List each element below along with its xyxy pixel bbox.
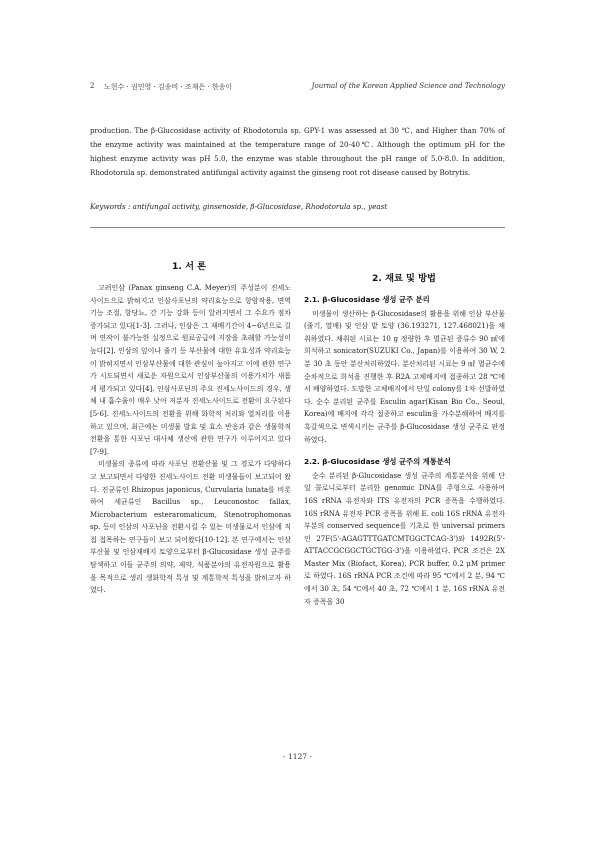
- page-footer-number: - 1127 -: [283, 752, 312, 761]
- section-1-heading: 1. 서 론: [172, 261, 207, 272]
- header-journal-title: Journal of the Korean Applied Science and Technology: [311, 82, 505, 90]
- header-authors: 노현수 · 권민영 · 김송비 · 조재은 · 한송이: [104, 83, 233, 91]
- intro-paragraph-1: 고려인삼 (Panax ginseng C.A. Meyer)의 주성분이 진세노사이드으로 밝혀지고 인삼사포닌의 약리효능으로 항암작용, 면역기능 조절, 항당뇨, 간 기능 강화 등이 알려지면서 그 수요가 점차 증가되고 있다[1-3]. 그러나, 인삼은 그 재배기간이 4~6년으로 길며 연작이 불가능한 실정으로 원료공급에 지장을 초래할 가능성이 높다[2]. 인삼의 잎이나 줄기 등 부산물에 대한 유효성과 약리효능이 밝혀지면서 인삼부산물에 대한 관심이 높아지고 이에 관한 연구가 시도되면서 새로운 자원으로서 인삼부산물의 이용가치가 새롭게 평가되고 있다[4]. 인삼사포닌의 주요 진세노사이드의 경우, 생체 내 흡수율이 매우 낮아 저분자 진세노사이드로 전환이 요구된다[5-6]. 진세노사이드의 전환을 위해 화학적 처리와 열처리를 이용하고 있으며, 최근에는 미생물 발효 및 효소 반응과 같은 생물학적 전환을 통한 사포닌 대사체 생산에 관한 연구가 이루어지고 있다[7-9].: [90, 284, 291, 456]
- subsection-2-1-heading: 2.1. β-Glucosidase 생성 균주 분리: [304, 295, 430, 304]
- subsection-2-2-text: 순수 분리된 β-Glucosidase 생성 균주의 계통분석을 위해 단일 콜로니로부터 분리한 genomic DNA를 주형으로 사용하여 16S rRNA 유전자와 ITS 유전자의 PCR 증폭을 수행하였다. 16S rRNA 유전자 PCR 증폭을 위해 E. coli 16S rRNA 유전자 부분의 conserved sequence를 기초로 한 universal primers인 27F(5'-AGAGTTTGATCMTGGCTCAG-3')와 1492R(5'-ATTACCGCGGCTGCTGG-3')을 이용하였다. PCR 조건은 2X Master Mix (Biofact, Korea), PCR buffer, 0.2 μM primer로 하였다. 16S rRNA PCR 조건에 따라 95 ℃에서 2 분, 94 ℃에서 30 초, 54 ℃에서 40 초, 72 ℃에서 1 분, 16S rRNA 유전자 증폭을 30: [304, 471, 505, 606]
- right-column: [304, 294, 505, 608]
- abstract-text: production. The β-Glucosidase activity of Rhodotorula sp. GPY-1 was assessed at 30 ℃, and Higher than 70% of the enzyme activity was maintained at the temperature range of 20-40℃. Although the optimum pH for the highest enzyme activity was pH 5.0, the enzyme was stable throughout the pH range of 5.0-8.0. In addition, Rhodotorula sp. demonstrated antifungal activity against the ginseng root rot disease caused by Botrytis.: [90, 126, 505, 177]
- keywords: Keywords : antifungal activity, ginsenoside, β-Glucosidase, Rhodotorula sp., yeast: [90, 202, 388, 211]
- header-page-number: 2: [90, 82, 95, 90]
- left-column: [90, 282, 291, 597]
- intro-paragraph-2: 미생물의 종류에 따라 사포닌 전환산물 및 그 경로가 다양하다고 보고되면서 다양한 진세노사이드 전환 미생물들이 보고되어 왔다. 진균류인 Rhizopus japonicus, Curvularia lunata를 비롯하여 세균류인 Bacillus sp., Leuconostoc fallax, Microbacterium esteraromaticum, Stenotrophomonas sp. 등이 인삼의 사포닌을 전환시킬 수 있는 미생물로서 인삼에 직접 접목하는 연구들이 보고 되어왔다[10-12]. 본 연구에서는 인삼부산물 및 인삼재배지 토양으로부터 β-Glucosidase 생성 균주를 탐색하고 이들 균주의 의약, 제약, 식품분야의 유전자원으로 활용을 목적으로 생리 생화학적 특성 및 계통학적 특성을 밝히고자 하였다.: [90, 460, 291, 595]
- abstract-divider: [90, 227, 505, 228]
- subsection-2-2-heading: 2.2. β-Glucosidase 생성 균주의 계통분석: [304, 457, 451, 467]
- section-2-heading: 2. 재료 및 방법: [372, 273, 436, 284]
- subsection-2-1-text: 미생물이 생산하는 β-Glucosidase의 활용을 위해 인삼 부산물(줄기, 열매) 및 인삼 밭 토양 (36.193271, 127.468021)을 채취하였다. 채취된 시료는 10 g 정량한 후 멸균된 증류수 90 ㎖에 희석하고 sonicator(SUZUKI Co., Japan)를 이용하여 30 W, 2 분 30 초 동안 분산처리하였다. 분산처리된 시료는 9 ㎖ 멸균수에 순차적으로 희석을 진행한 후 R2A 고체배지에 접종하고 28 ℃에서 배양하였다. 도말한 고체배지에서 단일 colony를 1차 선발하였다. 순수 분리된 균주를 Esculin agar(Kisan Bio Co., Seoul, Korea)에 배지에 각각 접종하고 esculin을 가수분해하여 배지를 흑갈색으로 변색시키는 균주를 β-Glucosidase 생성 균주로 판정하였다.: [304, 309, 505, 444]
